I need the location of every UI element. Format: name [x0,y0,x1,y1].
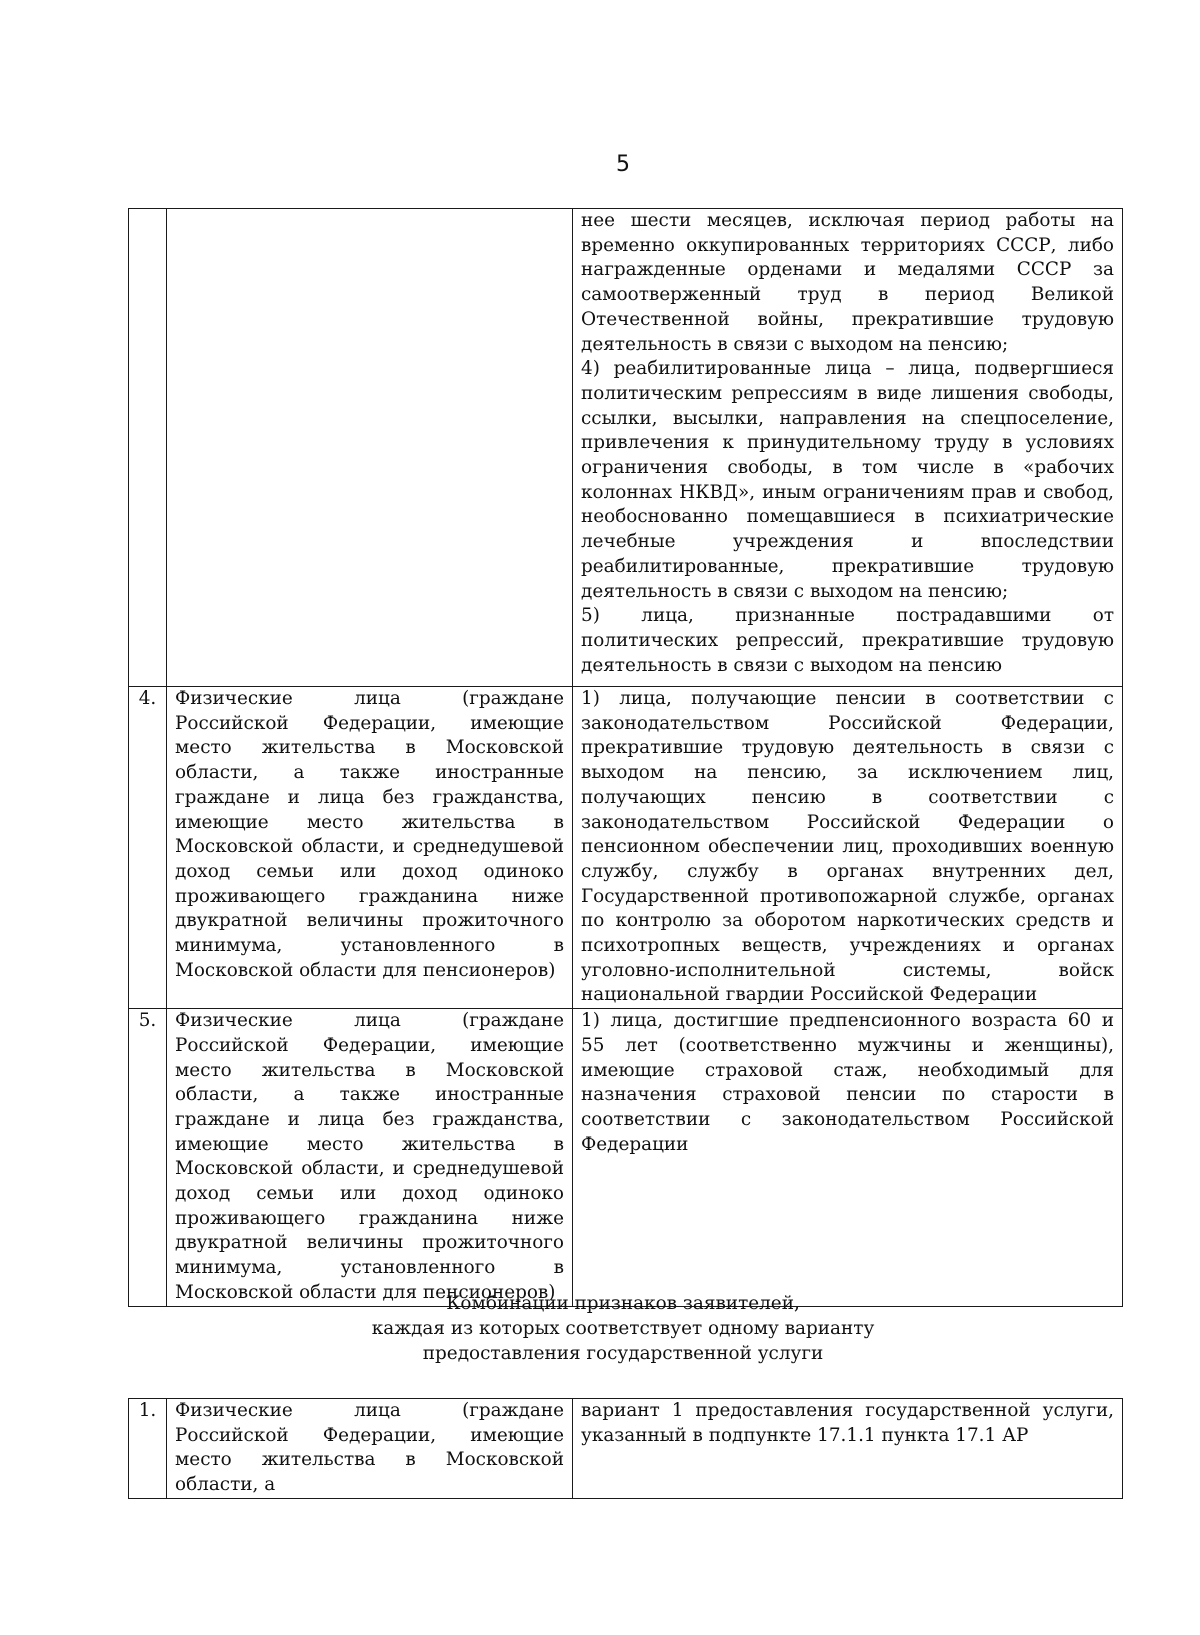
criteria-paragraph: 4) реабилитированные лица – лица, подвергшиеся политическим репрессиям в виде лишения свободы, ссылки, высылки, направления на спецпоселение, привлечения к принудительному труду в условиях ограничения свободы, в том числе в «рабочих колоннах НКВД», иным ограничениям прав и свобод, необоснованно помещавшиеся в психиатрические лечебные учреждения и впоследствии реабилитированные, прекратившие трудовую деятельность в связи с выходом на пенсию; [581,358,1114,602]
table-row [129,209,1123,687]
section-heading-line: предоставления государственной услуги [422,1343,824,1364]
section-heading-line: каждая из которых соответствует одному варианту [371,1318,875,1339]
category-cell [167,209,573,687]
criteria-cell: 1) лица, получающие пенсии в соответствии с законодательством Российской Федерации, прекратившие трудовую деятельность в связи с выходом на пенсию, за исключением лиц, получающих пенсию в соответствии с законодательством Российской Федерации о пенсионном обеспечении лиц, проходивших военную службу, службу в органах внутренних дел, Государственной противопожарной службе, органах по контролю за оборотом наркотических средств и психотропных веществ, учреждениях и органах уголовно-исполнительной системы, войск национальной гвардии Российской Федерации [573,687,1123,1009]
category-cell: Физические лица (граждане Российской Федерации, имеющие место жительства в Московской области, а также иностранные граждане и лица без гражданства, имеющие место жительства в Московской области, и среднедушевой доход семьи или доход одиноко проживающего гражданина ниже двукратной величины прожиточного минимума, установленного в Московской области для пенсионеров) [167,1009,573,1306]
section-heading-line: Комбинации признаков заявителей, [446,1293,800,1314]
criteria-cell [573,209,1123,687]
row-number-cell: 5. [129,1009,167,1306]
table-row [129,687,1123,1009]
criteria-cell: 1) лица, достигшие предпенсионного возраста 60 и 55 лет (соответственно мужчины и женщины), имеющие страховой стаж, необходимый для назначения страховой пенсии по старости в соответствии с законодательством Российской Федерации [573,1009,1123,1306]
applicant-criteria-table [128,208,1123,1307]
combination-variants-table [128,1398,1123,1499]
section-heading [0,1291,1200,1366]
category-cell: Физические лица (граждане Российской Федерации, имеющие место жительства в Московской области, а также иностранные граждане и лица без гражданства, имеющие место жительства в Московской области, и среднедушевой доход семьи или доход одиноко проживающего гражданина ниже двукратной величины прожиточного минимума, установленного в Московской области для пенсионеров) [167,687,573,1009]
category-cell: Физические лица (граждане Российской Федерации, имеющие место жительства в Московской области, а [167,1399,573,1499]
criteria-paragraph: 5) лица, признанные пострадавшими от политических репрессий, прекратившие трудовую деятельность в связи с выходом на пенсию [581,605,1114,676]
page-number: 5 [616,152,630,177]
row-number-cell: 1. [129,1399,167,1499]
table-row [129,1009,1123,1306]
variant-cell: вариант 1 предоставления государственной услуги, указанный в подпункте 17.1.1 пункта 17.1 АР [573,1399,1123,1499]
row-number-cell [129,209,167,687]
criteria-paragraph: нее шести месяцев, исключая период работы на временно оккупированных территориях СССР, либо награжденные орденами и медалями СССР за самоотверженный труд в период Великой Отечественной войны, прекратившие трудовую деятельность в связи с выходом на пенсию; [581,210,1114,355]
row-number-cell: 4. [129,687,167,1009]
table-row [129,1399,1123,1499]
